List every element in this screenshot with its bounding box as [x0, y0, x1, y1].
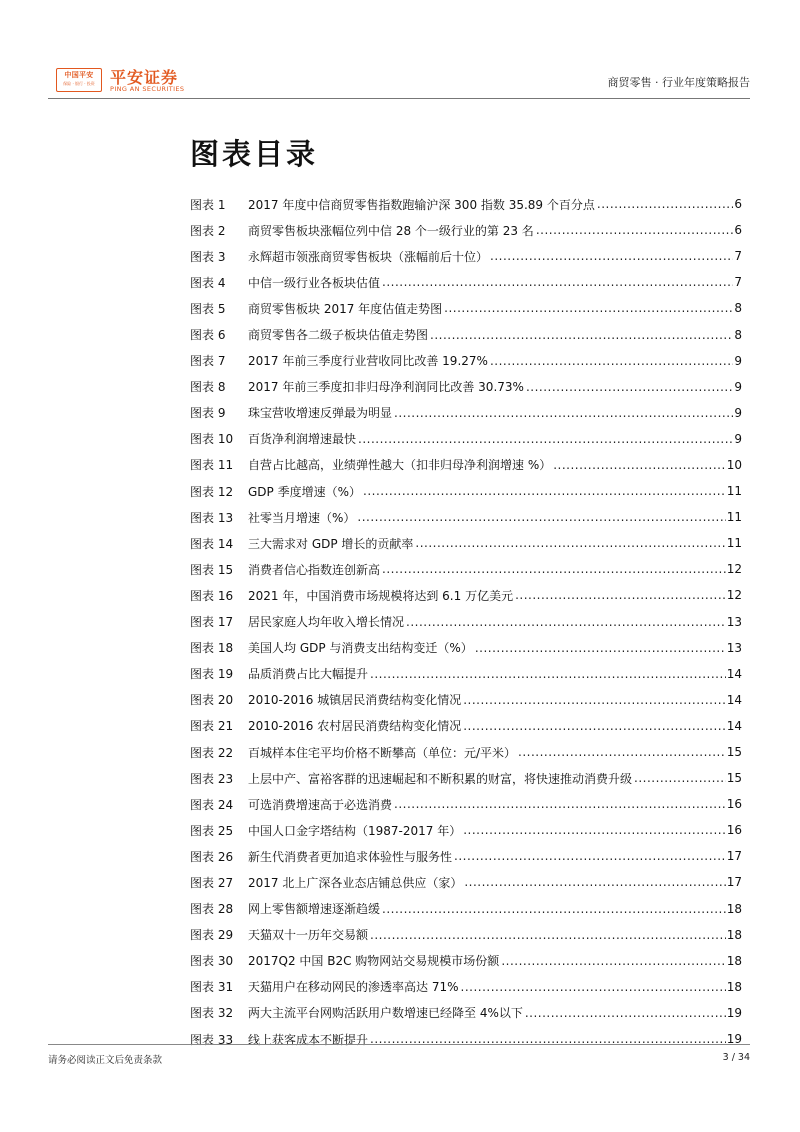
ping-an-logo-badge: [56, 68, 102, 92]
toc-entry-page: 15: [726, 745, 742, 760]
toc-entry-label: 图表 7: [190, 354, 226, 369]
toc-entry[interactable]: [190, 400, 742, 426]
toc-entry-title: 商贸零售板块 2017 年度估值走势图: [248, 301, 443, 316]
footer-page-number: 3 / 34: [722, 1052, 750, 1063]
toc-entry[interactable]: [190, 348, 742, 374]
toc-entry-label: 图表 32: [190, 1006, 234, 1021]
toc-entry[interactable]: [190, 713, 742, 739]
toc-entry-label: 图表 30: [190, 954, 234, 969]
toc-dot-leader: [461, 980, 726, 994]
toc-entry-page: 9: [734, 353, 742, 368]
toc-entry-label: 图表 29: [190, 928, 234, 943]
toc-entry-label: 图表 25: [190, 823, 234, 838]
toc-entry-page: 12: [726, 588, 742, 603]
toc-dot-leader: [382, 902, 726, 916]
toc-entry[interactable]: [190, 530, 742, 556]
toc-entry-page: 13: [726, 640, 742, 655]
logo-badge-text: 中国平安: [64, 71, 94, 79]
toc-entry-page: 10: [726, 457, 742, 472]
toc-entry-page: 6: [734, 223, 742, 238]
toc-entry-label: 图表 12: [190, 484, 234, 499]
toc-entry-label: 图表 17: [190, 615, 234, 630]
toc-entry[interactable]: [190, 426, 742, 452]
toc-dot-leader: [394, 797, 726, 811]
logo-badge-subtext: 保险 · 银行 · 投资: [63, 81, 95, 86]
toc-entry-title: 2010-2016 农村居民消费结构变化情况: [248, 719, 462, 734]
toc-entry[interactable]: [190, 739, 742, 765]
toc-entry[interactable]: [190, 948, 742, 974]
toc-entry-label: 图表 21: [190, 719, 234, 734]
toc-entry-title: 两大主流平台网购活跃用户数增速已经降至 4%以下: [248, 1006, 523, 1021]
toc-entry-page: 18: [726, 927, 742, 942]
toc-entry-label: 图表 23: [190, 771, 234, 786]
toc-dot-leader: [463, 719, 725, 733]
toc-entry-title: 2017 北上广深各业态店铺总供应（家）: [248, 875, 463, 890]
toc-entry-title: 2017 年度中信商贸零售指数跑输沪深 300 指数 35.89 个百分点: [248, 197, 595, 212]
toc-entry-title: 2017 年前三季度扣非归母净利润同比改善 30.73%: [248, 380, 524, 395]
toc-entry-page: 11: [726, 510, 742, 525]
toc-dot-leader: [357, 510, 725, 524]
toc-entry[interactable]: [190, 974, 742, 1000]
toc-entry-page: 12: [726, 562, 742, 577]
toc-entry[interactable]: [190, 765, 742, 791]
toc-entry[interactable]: [190, 843, 742, 869]
toc-entry[interactable]: [190, 321, 742, 347]
toc-entry-label: 图表 18: [190, 641, 234, 656]
toc-entry-title: 社零当月增速（%）: [248, 510, 356, 525]
toc-entry[interactable]: [190, 609, 742, 635]
toc-entry-title: 天猫双十一历年交易额: [248, 928, 369, 943]
toc-entry-label: 图表 4: [190, 275, 226, 290]
toc-entry-page: 15: [726, 771, 742, 786]
toc-entry-label: 图表 1: [190, 197, 226, 212]
toc-entry-title: 三大需求对 GDP 增长的贡献率: [248, 536, 414, 551]
toc-entry[interactable]: [190, 922, 742, 948]
toc-entry-page: 9: [734, 405, 742, 420]
footer-divider: [48, 1044, 750, 1045]
toc-entry-label: 图表 8: [190, 380, 226, 395]
toc-dot-leader: [370, 928, 726, 942]
toc-entry-title: 消费者信心指数连创新高: [248, 562, 381, 577]
toc-entry-label: 图表 14: [190, 536, 234, 551]
toc-entry-page: 8: [734, 327, 742, 342]
toc-entry-title: 居民家庭人均年收入增长情况: [248, 615, 405, 630]
toc-dot-leader: [444, 301, 733, 315]
toc-entry-title: 2017 年前三季度行业营收同比改善 19.27%: [248, 354, 488, 369]
toc-entry[interactable]: [190, 217, 742, 243]
toc-entry-page: 14: [726, 692, 742, 707]
toc-entry[interactable]: [190, 269, 742, 295]
toc-dot-leader: [490, 354, 733, 368]
toc-entry-label: 图表 31: [190, 980, 234, 995]
toc-entry[interactable]: [190, 295, 742, 321]
toc-entry-label: 图表 15: [190, 562, 234, 577]
toc-entry-label: 图表 27: [190, 875, 234, 890]
toc-entry-title: 商贸零售各二级子板块估值走势图: [248, 328, 429, 343]
toc-dot-leader: [501, 954, 725, 968]
toc-entry-page: 11: [726, 484, 742, 499]
toc-entry-title: 美国人均 GDP 与消费支出结构变迁（%）: [248, 641, 473, 656]
toc-entry[interactable]: [190, 478, 742, 504]
toc-entry-page: 18: [726, 953, 742, 968]
toc-dot-leader: [634, 771, 726, 785]
toc-entry[interactable]: [190, 635, 742, 661]
toc-entry-label: 图表 20: [190, 693, 234, 708]
toc-dot-leader: [536, 223, 734, 237]
toc-entry-title: 上层中产、富裕客群的迅速崛起和不断积累的财富，将快速推动消费升级: [248, 771, 633, 786]
toc-dot-leader: [464, 875, 725, 889]
toc-dot-leader: [370, 667, 726, 681]
toc-entry-title: 可选消费增速高于必选消费: [248, 797, 393, 812]
toc-dot-leader: [406, 615, 726, 629]
toc-entry-label: 图表 2: [190, 223, 226, 238]
toc-entry[interactable]: [190, 374, 742, 400]
toc-entry-page: 8: [734, 301, 742, 316]
toc-entry[interactable]: [190, 791, 742, 817]
footer-disclaimer: 请务必阅读正文后免责条款: [48, 1055, 163, 1066]
toc-entry-label: 图表 11: [190, 458, 234, 473]
toc-entry-label: 图表 22: [190, 745, 234, 760]
toc-dot-leader: [358, 432, 733, 446]
toc-entry-label: 图表 26: [190, 849, 234, 864]
toc-entry-title: 商贸零售板块涨幅位列中信 28 个一级行业的第 23 名: [248, 223, 534, 238]
toc-entry[interactable]: [190, 1000, 742, 1026]
toc-entry-title: 线上获客成本不断提升: [248, 1032, 369, 1047]
toc-dot-leader: [518, 745, 726, 759]
toc-dot-leader: [515, 588, 726, 602]
toc-entry[interactable]: [190, 1026, 742, 1052]
toc-entry-label: 图表 19: [190, 667, 234, 682]
toc-entry[interactable]: [190, 452, 742, 478]
toc-dot-leader: [463, 693, 725, 707]
toc-entry-page: 9: [734, 431, 742, 446]
toc-dot-leader: [382, 562, 726, 576]
page-header: [48, 60, 750, 98]
toc-entry-page: 11: [726, 536, 742, 551]
toc-entry-title: 品质消费占比大幅提升: [248, 667, 369, 682]
toc-entry-title: 2017Q2 中国 B2C 购物网站交易规模市场份额: [248, 954, 500, 969]
brand-name-en: PING AN SECURITIES: [110, 85, 185, 93]
toc-entry[interactable]: [190, 243, 742, 269]
header-divider: [48, 98, 750, 99]
toc-entry-label: 图表 5: [190, 301, 226, 316]
toc-entry-page: 13: [726, 614, 742, 629]
toc-dot-leader: [430, 328, 733, 342]
toc-entry-label: 图表 33: [190, 1032, 234, 1047]
toc-entry-page: 18: [726, 901, 742, 916]
report-type-title: 商贸零售 · 行业年度策略报告: [607, 76, 750, 89]
toc-dot-leader: [526, 380, 733, 394]
toc-dot-leader: [454, 849, 726, 863]
toc-entry-page: 6: [734, 197, 742, 212]
toc-entry-label: 图表 6: [190, 328, 226, 343]
toc-entry-page: 9: [734, 379, 742, 394]
toc-entry-page: 14: [726, 718, 742, 733]
toc-entry-page: 18: [726, 979, 742, 994]
toc-dot-leader: [394, 406, 733, 420]
toc-entry[interactable]: [190, 687, 742, 713]
toc-entry-page: 17: [726, 849, 742, 864]
toc-entry-label: 图表 9: [190, 406, 226, 421]
toc-entry[interactable]: [190, 817, 742, 843]
toc-dot-leader: [463, 823, 725, 837]
toc-entry-label: 图表 28: [190, 902, 234, 917]
toc-entry-title: 珠宝营收增速反弹最为明显: [248, 406, 393, 421]
toc-entry-page: 17: [726, 875, 742, 890]
toc-dot-leader: [490, 249, 733, 263]
toc-entry-title: 2021 年，中国消费市场规模将达到 6.1 万亿美元: [248, 588, 514, 603]
toc-entry-page: 14: [726, 666, 742, 681]
toc-list: [190, 191, 742, 1052]
toc-entry-title: 自营占比越高，业绩弹性越大（扣非归母净利润增速 %）: [248, 458, 552, 473]
toc-entry-title: 百货净利润增速最快: [248, 432, 357, 447]
toc-entry-title: 天猫用户在移动网民的渗透率高达 71%: [248, 980, 459, 995]
toc-entry-label: 图表 10: [190, 432, 234, 447]
toc-dot-leader: [525, 1006, 726, 1020]
toc-entry-label: 图表 24: [190, 797, 234, 812]
toc-entry-label: 图表 13: [190, 510, 234, 525]
toc-dot-leader: [363, 484, 726, 498]
toc-entry-page: 16: [726, 797, 742, 812]
toc-entry-title: 网上零售额增速逐渐趋缓: [248, 902, 381, 917]
toc-entry-page: 7: [734, 249, 742, 264]
toc-entry-title: 中国人口金字塔结构（1987-2017 年）: [248, 823, 462, 838]
toc-entry-page: 19: [726, 1005, 742, 1020]
toc-entry[interactable]: [190, 556, 742, 582]
toc-entry-title: 新生代消费者更加追求体验性与服务性: [248, 849, 453, 864]
toc-dot-leader: [382, 275, 733, 289]
toc-dot-leader: [475, 641, 726, 655]
toc-entry[interactable]: [190, 582, 742, 608]
toc-dot-leader: [597, 197, 733, 211]
toc-entry-page: 19: [726, 1032, 742, 1047]
toc-entry[interactable]: [190, 896, 742, 922]
toc-entry[interactable]: [190, 504, 742, 530]
toc-entry-label: 图表 16: [190, 588, 234, 603]
toc-entry[interactable]: [190, 869, 742, 895]
toc-entry-title: 永辉超市领涨商贸零售板块（涨幅前后十位）: [248, 249, 489, 264]
toc-entry-title: GDP 季度增速（%）: [248, 484, 361, 499]
toc-entry-page: 16: [726, 823, 742, 838]
brand-name-cn: 平安证券: [110, 68, 179, 87]
toc-dot-leader: [415, 536, 725, 550]
toc-entry-title: 中信一级行业各板块估值: [248, 275, 381, 290]
toc-title: 图表目录: [190, 137, 319, 171]
toc-entry-title: 百城样本住宅平均价格不断攀高（单位：元/平米）: [248, 745, 517, 760]
toc-entry[interactable]: [190, 661, 742, 687]
toc-entry-page: 7: [734, 275, 742, 290]
toc-entry-label: 图表 3: [190, 249, 226, 264]
toc-entry-title: 2010-2016 城镇居民消费结构变化情况: [248, 693, 462, 708]
toc-dot-leader: [553, 458, 725, 472]
toc-entry[interactable]: [190, 191, 742, 217]
